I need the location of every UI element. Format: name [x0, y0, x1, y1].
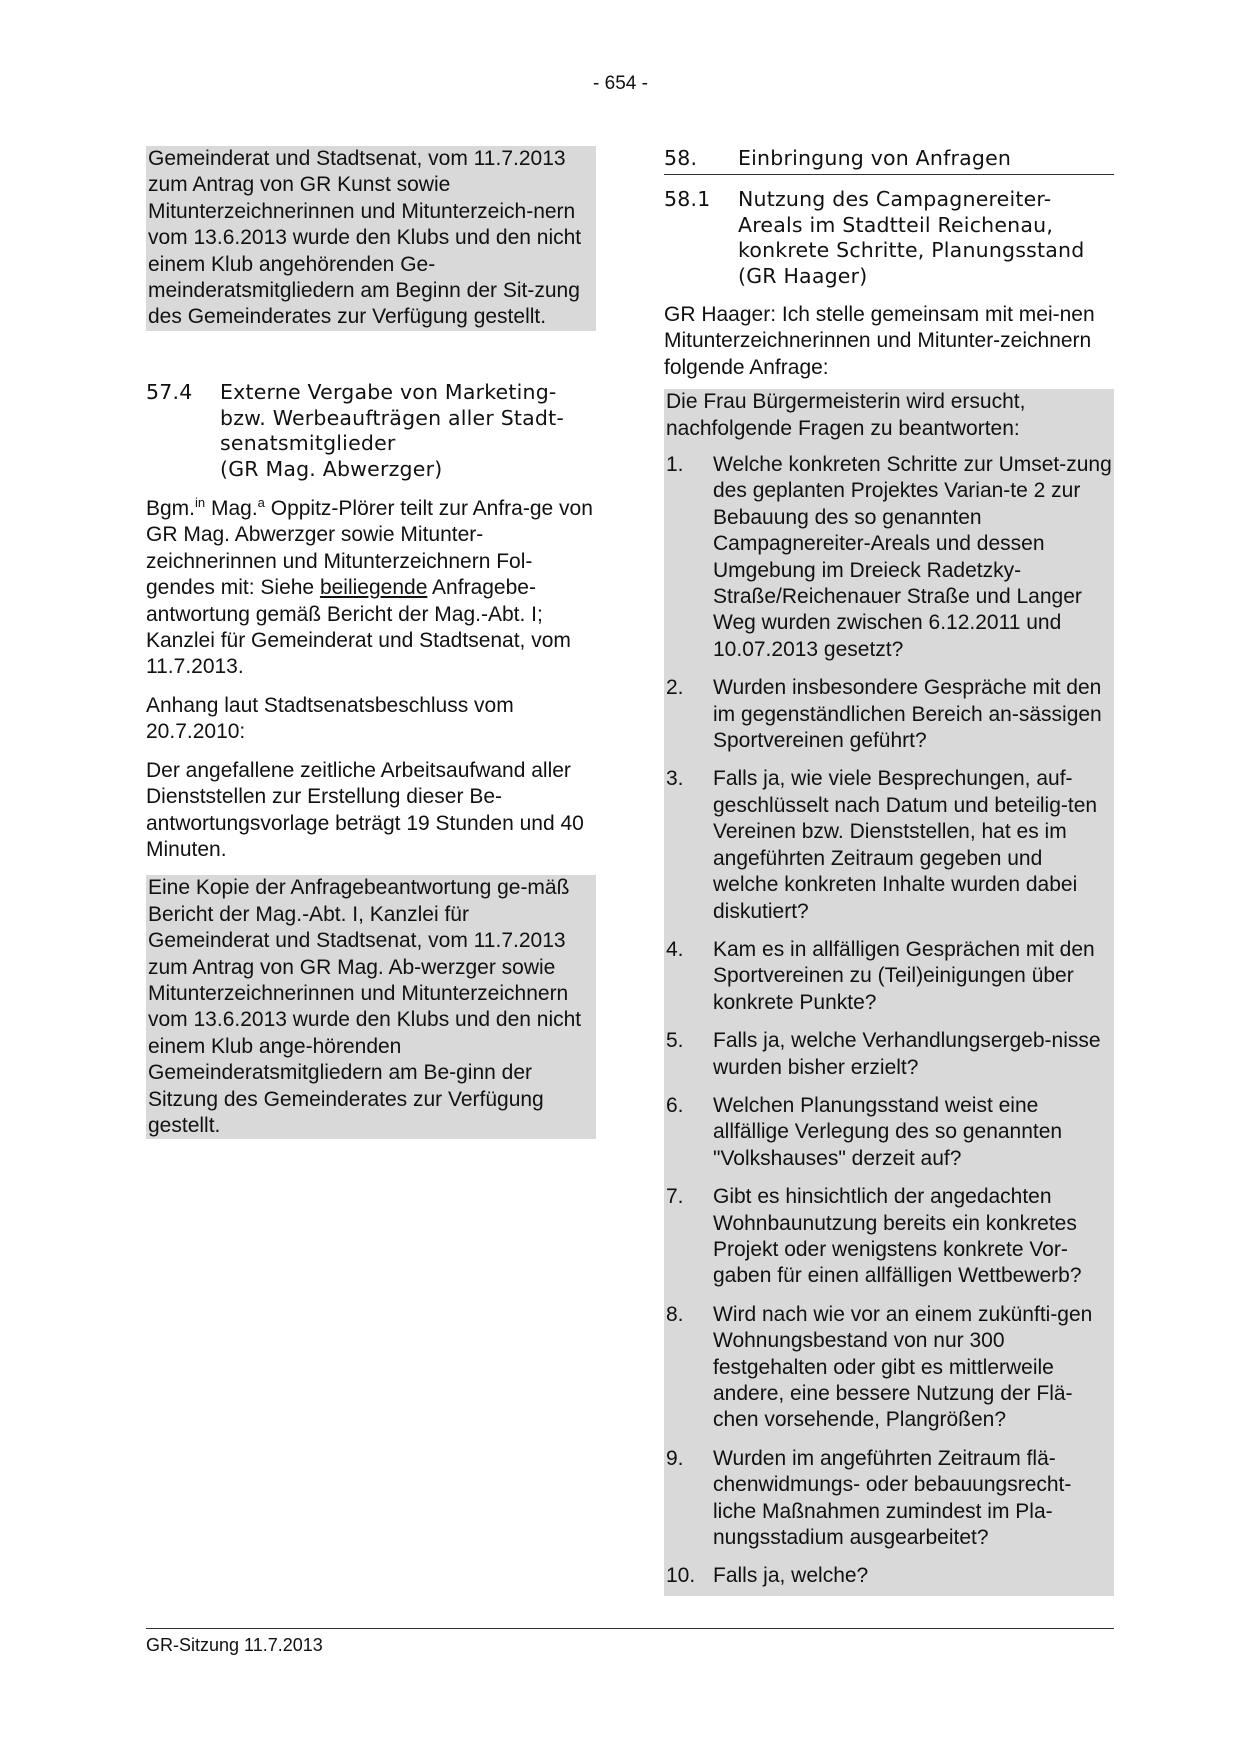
question-text: Gibt es hinsichtlich der angedachten Wohnbaunutzung bereits ein konkretes Projekt oder wenigstens konkrete Vor-gaben für einen allfälligen Wettbewerb?: [713, 1185, 1082, 1288]
title-abbr: Mag.: [205, 497, 258, 521]
inquiry-intro: GR Haager: Ich stelle gemeinsam mit mei-nen Mitunterzeichnerinnen und Mitunter-zeichnern folgende Anfrage:: [664, 302, 1095, 379]
title-abbr: Bgm.: [146, 497, 196, 521]
superscript: in: [195, 495, 206, 511]
question-item: [666, 1028, 1112, 1081]
question-item: [666, 1563, 1112, 1589]
question-number: 3.: [666, 767, 684, 791]
underlined-reference: beiliegende: [319, 576, 428, 600]
question-text: Falls ja, wie viele Besprechungen, auf-geschlüsselt nach Datum und beteilig-ten Vereinen bzw. Dienststellen, hat es im angeführten Zeitraum gegeben und welche konkreten Inhalte wurden dabei diskutiert?: [713, 767, 1098, 923]
question-number: 2.: [666, 676, 684, 700]
question-number: 1.: [666, 453, 684, 477]
section-title-line: Areals im Stadtteil Reichenau,: [738, 212, 1054, 237]
question-item: [666, 1184, 1112, 1290]
section-number: 58.: [664, 146, 698, 170]
question-item: [666, 766, 1112, 924]
question-item: [666, 675, 1112, 754]
section-number: 57.4: [146, 379, 193, 404]
question-text: Wurden im angeführten Zeitraum flä-chenwidmungs- oder bebauungsrecht-liche Maßnahmen zumindest im Pla-nungsstadium ausgearbeitet?: [713, 1446, 1072, 1550]
right-column: [664, 146, 1114, 1596]
answer-paragraph: [146, 496, 596, 681]
shaded-note-top: Gemeinderat und Stadtsenat, vom 11.7.2013 zum Antrag von GR Kunst sowie Mitunterzeichnerinnen und Mitunterzeich-nern vom 13.6.2013 wurde den Klubs und den nicht einem Klub angehörenden Ge-meinderatsmitgliedern am Beginn der Sit-zung des Gemeinderates zur Verfügung gestellt.: [146, 146, 596, 331]
question-text: Falls ja, welche Verhandlungsergeb-nisse wurden bisher erzielt?: [713, 1029, 1101, 1079]
section-title-line: senatsmitglieder: [220, 431, 396, 456]
question-number: 8.: [666, 1302, 684, 1326]
page-number: - 654 -: [593, 73, 648, 94]
question-text: Falls ja, welche?: [713, 1564, 869, 1588]
question-text: Wurden insbesondere Gespräche mit den im gegenständlichen Bereich an-sässigen Sportvereinen geführt?: [713, 676, 1102, 753]
question-text: Welche konkreten Schritte zur Umset-zung des geplanten Projektes Varian-te 2 zur Bebauung des so genannten Campagnereiter-Areals und dessen Umgebung im Dreieck Radetzky-Straße/Reichenauer Straße und Langer Weg wurden zwischen 6.12.2011 und 10.07.2013 gesetzt?: [713, 453, 1112, 661]
section-title-line: konkrete Schritte, Planungsstand: [738, 238, 1085, 263]
superscript: a: [257, 495, 265, 511]
question-number: 9.: [666, 1446, 684, 1470]
question-number: 5.: [666, 1029, 684, 1053]
footer-divider: [146, 1628, 1114, 1629]
question-number: 6.: [666, 1093, 684, 1117]
question-number: 10.: [666, 1564, 696, 1588]
left-column: [146, 146, 596, 1139]
section-title: Einbringung von Anfragen: [738, 146, 1012, 170]
question-number: 7.: [666, 1185, 684, 1209]
question-number: 4.: [666, 937, 684, 961]
section-title: [738, 187, 1114, 290]
section-title-line: Nutzung des Campagnereiter-: [738, 186, 1052, 211]
section-title-line: (GR Haager): [738, 264, 868, 289]
question-text: Welchen Planungsstand weist eine allfällige Verlegung des so genannten "Volkshauses" derzeit auf?: [713, 1093, 1063, 1170]
section-heading-58: [664, 146, 1114, 175]
paragraph-text: Oppitz-Plörer teilt zur Anfra-ge von GR Mag. Abwerzger sowie Mitunter-zeichnerinnen und Mitunterzeichnern Fol-gendes mit: Siehe: [146, 497, 593, 600]
effort-paragraph: Der angefallene zeitliche Arbeitsaufwand aller Dienststellen zur Erstellung dieser Be-antwortungsvorlage beträgt 19 Stunden und 40 Minuten.: [146, 758, 584, 861]
shaded-note-bottom: Eine Kopie der Anfragebeantwortung ge-mäß Bericht der Mag.-Abt. I, Kanzlei für Gemeinderat und Stadtsenat, vom 11.7.2013 zum Antrag von GR Mag. Ab-werzger sowie Mitunterzeichnerinnen und Mitunterzeichnern vom 13.6.2013 wurde den Klubs und den nicht einem Klub ange-hörenden Gemeinderatsmitgliedern am Be-ginn der Sitzung des Gemeinderates zur Verfügung gestellt.: [146, 875, 596, 1139]
inquiry-request: Die Frau Bürgermeisterin wird ersucht, nachfolgende Fragen zu beantworten:: [664, 389, 1114, 444]
question-item: [666, 1093, 1112, 1172]
question-item: [666, 1302, 1112, 1434]
question-item: [666, 937, 1112, 1016]
question-text: Kam es in allfälligen Gesprächen mit den Sportvereinen zu (Teil)einigungen über konkrete Punkte?: [713, 937, 1095, 1014]
footer-text: GR-Sitzung 11.7.2013: [146, 1635, 323, 1655]
section-heading-57-4: [146, 380, 596, 483]
paragraph-text: Anfragebe-antwortung gemäß Bericht der Mag.-Abt. I; Kanzlei für Gemeinderat und Stadtsenat, vom 11.7.2013.: [146, 576, 571, 679]
inquiry-box: [664, 389, 1114, 1596]
section-number: 58.1: [664, 186, 711, 211]
section-title-line: bzw. Werbeaufträgen aller Stadt-: [220, 405, 564, 430]
section-title: [220, 380, 596, 483]
annex-paragraph: Anhang laut Stadtsenatsbeschluss vom 20.7.2010:: [146, 693, 514, 744]
question-text: Wird nach wie vor an einem zukünfti-gen Wohnungsbestand von nur 300 festgehalten oder gibt es mittlerweile andere, eine bessere Nutzung der Flä-chen vorsehende, Plangrößen?: [713, 1302, 1093, 1432]
question-list: [664, 444, 1114, 1596]
question-item: [666, 1446, 1112, 1552]
section-title-line: (GR Mag. Abwerzger): [220, 457, 443, 482]
section-title-line: Externe Vergabe von Marketing-: [220, 379, 557, 404]
question-item: [666, 444, 1112, 663]
section-heading-58-1: [664, 187, 1114, 290]
